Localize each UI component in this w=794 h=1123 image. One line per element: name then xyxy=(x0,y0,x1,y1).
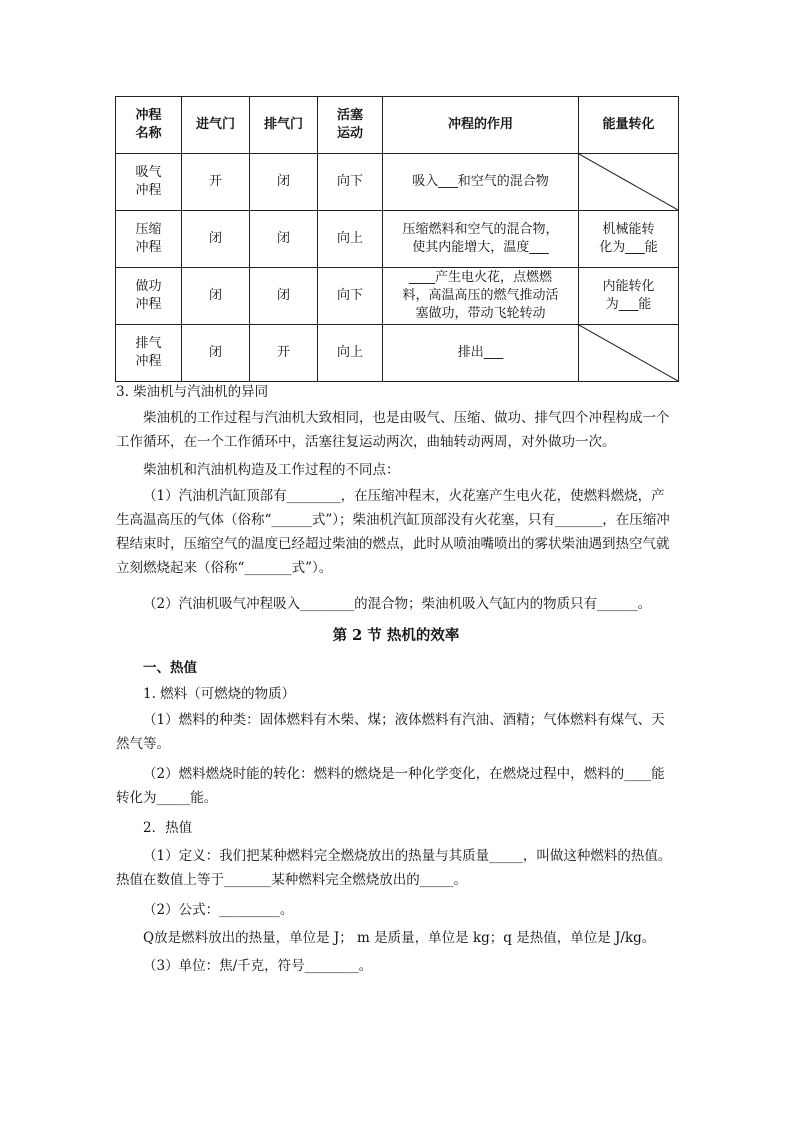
energy-conversion-empty xyxy=(579,325,679,382)
section3-title: 3. 柴油机与汽油机的异同 xyxy=(116,384,269,400)
table-header-row xyxy=(116,97,679,154)
heat-value-definition: （1）定义：我们把某种燃料完全燃烧放出的热量与其质量_____，叫做这种燃料的热值。热值在数值上等于_______某种燃料完全燃烧放出的_____。 xyxy=(116,848,672,888)
piston-direction: 向下 xyxy=(318,154,383,211)
stroke-effect: 排出___ xyxy=(383,325,579,382)
heading-heat-value: 一、热值 xyxy=(143,660,197,676)
header-stroke-name: 冲程 名称 xyxy=(116,97,182,154)
heat-value-formula: （2）公式：_________。 xyxy=(143,902,294,918)
diagonal-slash xyxy=(579,154,678,210)
exhaust-valve-state: 闭 xyxy=(250,154,318,211)
piston-direction: 向下 xyxy=(318,268,383,325)
intake-valve-state: 闭 xyxy=(182,211,250,268)
piston-direction: 向上 xyxy=(318,211,383,268)
exhaust-valve-state: 闭 xyxy=(250,268,318,325)
section3-paragraph-4: （2）汽油机吸气冲程吸入________的混合物；柴油机吸入气缸内的物质只有______。 xyxy=(143,596,652,612)
fuel-title: 1. 燃料（可燃烧的物质） xyxy=(143,686,296,702)
section2-heading: 第 2 节 热机的效率 xyxy=(332,627,460,644)
header-stroke-effect: 冲程的作用 xyxy=(383,97,579,154)
fuel-paragraph-1: （1）燃料的种类：固体燃料有木柴、煤；液体燃料有汽油、酒精；气体燃料有煤气、天然气等。 xyxy=(116,712,665,752)
intake-valve-state: 闭 xyxy=(182,325,250,382)
stroke-name: 压缩 冲程 xyxy=(116,211,182,268)
piston-direction: 向上 xyxy=(318,325,383,382)
table-row xyxy=(116,268,679,325)
fuel-paragraph-2: （2）燃料燃烧时能的转化：燃料的燃烧是一种化学变化，在燃烧过程中，燃料的____能转化为_____能。 xyxy=(116,766,665,806)
stroke-name: 排气 冲程 xyxy=(116,325,182,382)
header-intake-valve: 进气门 xyxy=(182,97,250,154)
diagonal-slash xyxy=(579,325,678,381)
stroke-effect: 吸入___和空气的混合物 xyxy=(383,154,579,211)
table-row xyxy=(116,211,679,268)
heat-value-symbols: Q放是燃料放出的热量，单位是 J； m 是质量，单位是 kg；q 是热值，单位是 J/kg。 xyxy=(143,930,656,946)
energy-conversion-empty xyxy=(579,154,679,211)
header-exhaust-valve: 排气门 xyxy=(250,97,318,154)
section3-paragraph-3: （1）汽油机汽缸顶部有________，在压缩冲程末，火花塞产生电火花，使燃料燃烧，产生高温高压的气体（俗称“______式”）；柴油机汽缸顶部没有火花塞，只有_______，在压缩冲程结束时，压缩空气的温度已经超过柴油的燃点，此时从喷油嘴喷出的雾状柴油遇到热空气就立刻燃烧起来（俗称“_______式”）。 xyxy=(116,488,670,576)
intake-valve-state: 开 xyxy=(182,154,250,211)
heat-value-unit: （3）单位：焦/千克，符号________。 xyxy=(143,958,373,974)
intake-valve-state: 闭 xyxy=(182,268,250,325)
exhaust-valve-state: 闭 xyxy=(250,211,318,268)
header-energy-conversion: 能量转化 xyxy=(579,97,679,154)
heat-value-title: 2．热值 xyxy=(143,820,193,836)
stroke-name: 做功 冲程 xyxy=(116,268,182,325)
engine-strokes-table xyxy=(115,96,679,382)
energy-conversion: 机械能转 化为___能 xyxy=(579,211,679,268)
stroke-effect: ____产生电火花，点燃燃 料，高温高压的燃气推动活 塞做功，带动飞轮转动 xyxy=(383,268,579,325)
table-row xyxy=(116,154,679,211)
header-piston-motion: 活塞 运动 xyxy=(318,97,383,154)
table-row xyxy=(116,325,679,382)
energy-conversion: 内能转化 为___能 xyxy=(579,268,679,325)
stroke-name: 吸气 冲程 xyxy=(116,154,182,211)
section3-paragraph-1: 柴油机的工作过程与汽油机大致相同，也是由吸气、压缩、做功、排气四个冲程构成一个工作循环，在一个工作循环中，活塞往复运动两次，曲轴转动两周，对外做功一次。 xyxy=(116,410,670,450)
exhaust-valve-state: 开 xyxy=(250,325,318,382)
section3-paragraph-2: 柴油机和汽油机构造及工作过程的不同点： xyxy=(143,462,400,478)
stroke-effect: 压缩燃料和空气的混合物， 使其内能增大，温度___ xyxy=(383,211,579,268)
